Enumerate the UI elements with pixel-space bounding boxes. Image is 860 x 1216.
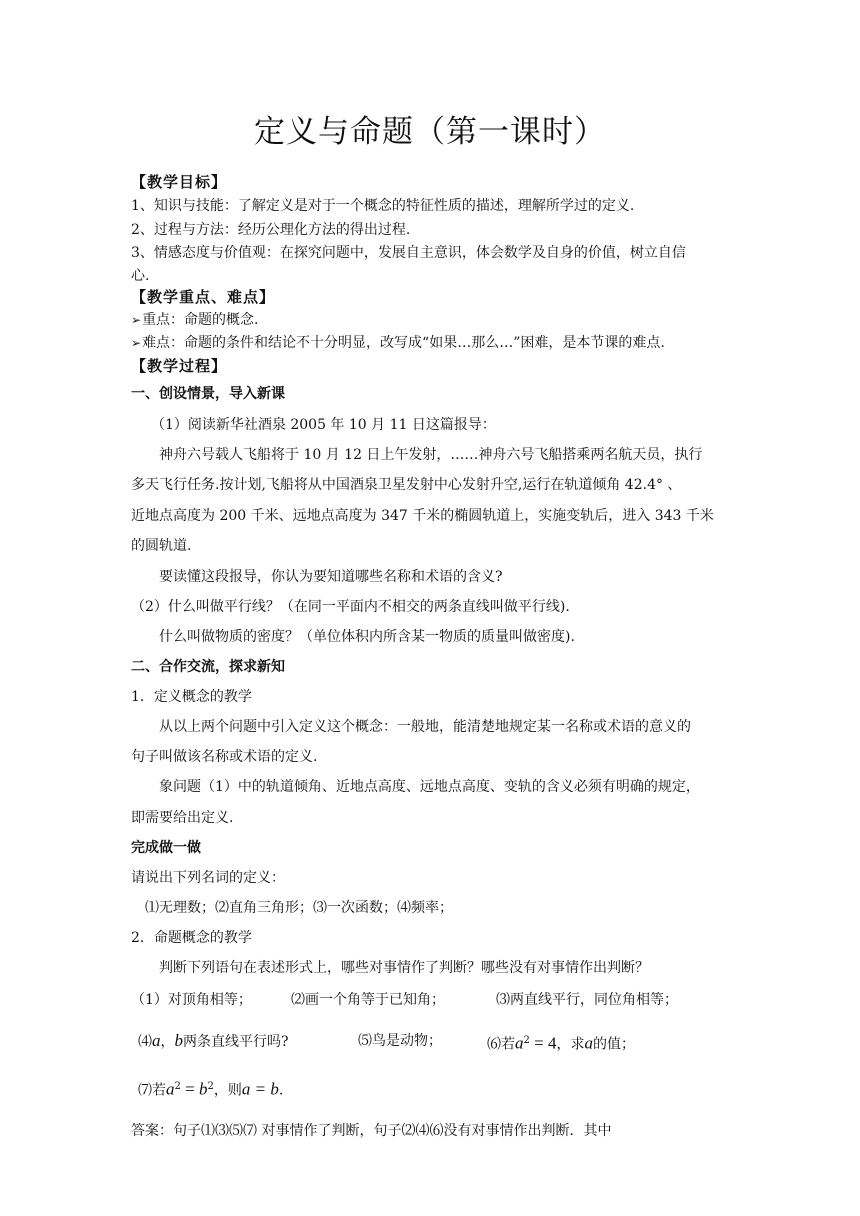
part2-line-1: 从以上两个问题中引入定义这个概念：一般地，能清楚地规定某一名称或术语的意义的 — [159, 719, 691, 735]
key-point — [131, 310, 259, 330]
subsection-2-heading: 2．命题概念的教学 — [131, 930, 252, 946]
arrow-bullet-icon: ➢ — [131, 313, 142, 327]
process-heading: 【教学过程】 — [131, 357, 228, 375]
objective-item-3: 3、情感态度与价值观：在探究问题中，发展自主意识，体会数学及自身的价值，树立自信 — [131, 245, 686, 261]
part1-line-4: 近地点高度为 200 千米、远地点高度为 347 千米的椭圆轨道上，实施变轨后，进入 343 千米 — [131, 508, 714, 524]
part1-line-3: 多天飞行任务.按计划,飞船将从中国酒泉卫星发射中心发射升空,运行在轨道倾角 42.4° 、 — [131, 477, 682, 493]
subsection-1-heading: 1．定义概念的教学 — [131, 689, 252, 705]
part1-line-8: 什么叫做物质的密度？（单位体积内所含某一物质的质量叫做密度). — [159, 629, 575, 645]
objectives-heading: 【教学目标】 — [131, 173, 228, 191]
difficult-point-text: 难点：命题的条件和结论不十分明显，改写成“如果…那么…”困难，是本节课的难点. — [142, 335, 665, 351]
part1-line-1: （1）阅读新华社酒泉 2005 年 10 月 11 日这篇报导： — [151, 417, 496, 433]
difficult-point — [131, 333, 665, 353]
statement-4: ⑷a，b两条直线平行吗? — [138, 1031, 289, 1050]
exercise-heading: 完成做一做 — [131, 840, 201, 856]
statement-3: ⑶两直线平行，同位角相等； — [496, 992, 678, 1008]
exercise-prompt: 请说出下列名词的定义： — [131, 870, 285, 886]
arrow-bullet-icon: ➢ — [131, 336, 142, 350]
part1-line-5: 的圆轨道. — [131, 538, 192, 554]
part2-heading: 二、合作交流，探求新知 — [131, 659, 285, 675]
keypoints-heading: 【教学重点、难点】 — [131, 288, 276, 306]
statement-6: ⑹若$a^2 = 4$，求a的值； — [487, 1033, 635, 1053]
part1-line-6: 要读懂这段报导，你认为要知道哪些名称和术语的含义? — [159, 569, 503, 585]
part1-line-7: （2）什么叫做平行线？（在同一平面内不相交的两条直线叫做平行线). — [131, 599, 570, 615]
key-point-text: 重点：命题的概念. — [142, 312, 259, 328]
part2-line-3: 象问题（1）中的轨道倾角、近地点高度、远地点高度、变轨的含义必须有明确的规定， — [159, 779, 700, 795]
part2-line-4: 即需要给出定义. — [131, 810, 234, 826]
part1-line-2: 神舟六号载人飞船将于 10 月 12 日上午发射，……神舟六号飞船搭乘两名航天员，执行 — [159, 447, 703, 463]
objective-item-2: 2、过程与方法：经历公理化方法的得出过程. — [131, 222, 411, 238]
document-title: 定义与命题（第一课时） — [254, 114, 606, 150]
objective-item-1: 1、知识与技能：了解定义是对于一个概念的特征性质的描述，理解所学过的定义. — [131, 198, 635, 214]
part1-heading: 一、创设情景，导入新课 — [131, 386, 285, 402]
statement-5: ⑸鸟是动物； — [358, 1033, 442, 1049]
statement-1: （1）对顶角相等； — [131, 992, 252, 1008]
statement-7: ⑺若$a^2 = b^2$，则a = b. — [138, 1079, 284, 1099]
part2-line-2: 句子叫做该名称或术语的定义. — [131, 749, 318, 765]
answer-line: 答案：句子⑴⑶⑸⑺ 对事情作了判断，句子⑵⑷⑹没有对事情作出判断．其中 — [131, 1123, 612, 1139]
exercise-items: ⑴无理数；⑵直角三角形；⑶一次函数；⑷频率； — [145, 900, 453, 916]
objective-item-3-cont: 心. — [131, 268, 150, 284]
judge-prompt: 判断下列语句在表述形式上，哪些对事情作了判断？哪些没有对事情作出判断？ — [159, 960, 649, 976]
statement-2: ⑵画一个角等于已知角； — [291, 992, 445, 1008]
